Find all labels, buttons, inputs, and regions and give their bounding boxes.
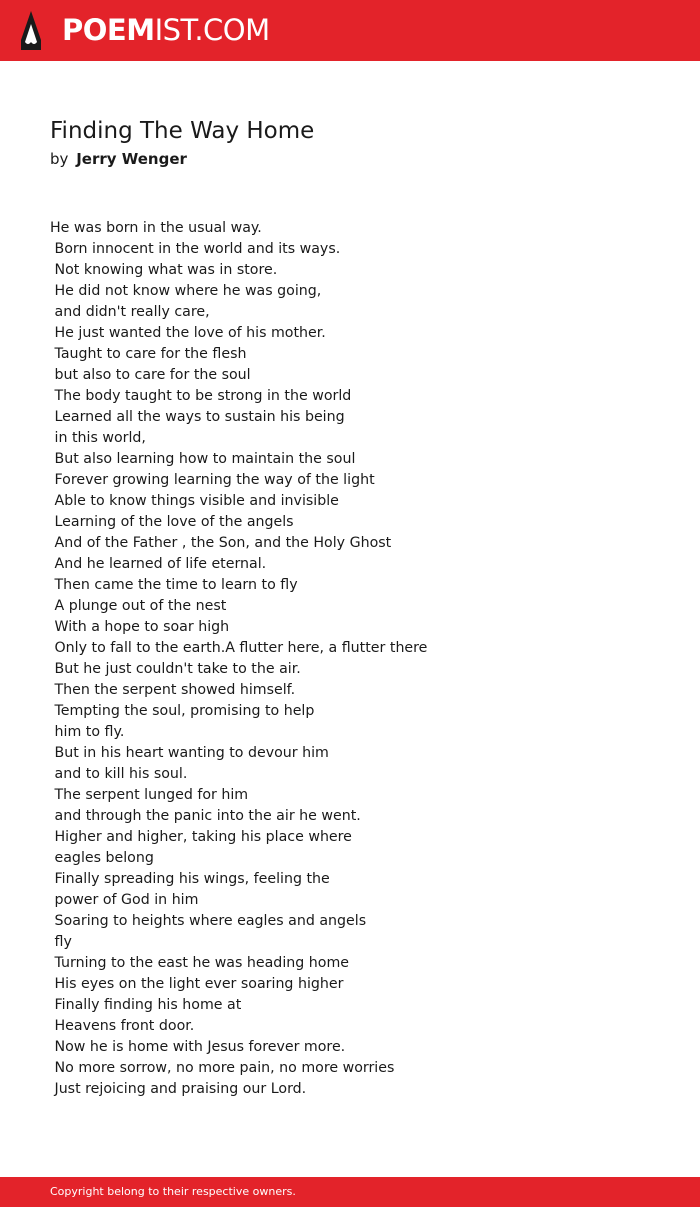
poem-line: Just rejoicing and praising our Lord.: [50, 1081, 307, 1097]
poem-line: But also learning how to maintain the soul: [50, 451, 356, 467]
poem-line: He was born in the usual way.: [50, 220, 262, 236]
poem-line: Finally finding his home at: [50, 997, 242, 1013]
poem-line: And of the Father , the Son, and the Holy Ghost: [50, 535, 392, 551]
poem-line: in this world,: [50, 430, 146, 446]
poem-line: Soaring to heights where eagles and angels: [50, 913, 367, 929]
poem-line: His eyes on the light ever soaring higher: [50, 976, 344, 992]
poem-line: The serpent lunged for him: [50, 787, 249, 803]
poem-line: Learned all the ways to sustain his being: [50, 409, 345, 425]
poem-line: No more sorrow, no more pain, no more worries: [50, 1060, 395, 1076]
site-logo[interactable]: [62, 12, 270, 48]
poem-line: Able to know things visible and invisible: [50, 493, 339, 509]
pencil-tip-icon[interactable]: [18, 10, 44, 52]
poem-line: But in his heart wanting to devour him: [50, 745, 329, 761]
poem-line: and didn't really care,: [50, 304, 210, 320]
poem-line: Learning of the love of the angels: [50, 514, 294, 530]
poem-line: eagles belong: [50, 850, 154, 866]
poem-line: He did not know where he was going,: [50, 283, 322, 299]
poem-line: Born innocent in the world and its ways.: [50, 241, 341, 257]
poem-line: And he learned of life eternal.: [50, 556, 267, 572]
site-footer: [0, 1177, 700, 1207]
poem-line: Then the serpent showed himself.: [50, 682, 296, 698]
poem-line: Higher and higher, taking his place where: [50, 829, 352, 845]
poem-line: The body taught to be strong in the world: [50, 388, 352, 404]
poem-title: Finding The Way Home: [50, 118, 315, 144]
copyright-text: Copyright belong to their respective owners.: [50, 1185, 296, 1198]
poem-line: fly: [50, 934, 72, 950]
poem-line: With a hope to soar high: [50, 619, 230, 635]
byline: [50, 148, 187, 170]
poem-line: Now he is home with Jesus forever more.: [50, 1039, 346, 1055]
poem-line: A plunge out of the nest: [50, 598, 227, 614]
poem-line: Not knowing what was in store.: [50, 262, 278, 278]
poem-line: and through the panic into the air he went.: [50, 808, 361, 824]
logo-text-bold: POEM: [62, 13, 155, 47]
author-name: Jerry Wenger: [76, 150, 187, 168]
poem-line: and to kill his soul.: [50, 766, 188, 782]
poem-line: power of God in him: [50, 892, 199, 908]
poem-line: He just wanted the love of his mother.: [50, 325, 326, 341]
logo-text-light: IST.COM: [154, 13, 270, 47]
poem-line: Forever growing learning the way of the light: [50, 472, 375, 488]
by-label: by: [50, 150, 69, 168]
poem-line: Turning to the east he was heading home: [50, 955, 349, 971]
poem-line: Taught to care for the flesh: [50, 346, 247, 362]
poem-line: but also to care for the soul: [50, 367, 251, 383]
poem-body: [50, 218, 670, 1100]
poem-line: But he just couldn't take to the air.: [50, 661, 301, 677]
poem-line: him to fly.: [50, 724, 125, 740]
poem-line: Tempting the soul, promising to help: [50, 703, 315, 719]
poem-line: Only to fall to the earth.A flutter here, a flutter there: [50, 640, 428, 656]
poem-line: Heavens front door.: [50, 1018, 195, 1034]
poem-line: Finally spreading his wings, feeling the: [50, 871, 330, 887]
poem-line: Then came the time to learn to fly: [50, 577, 298, 593]
site-header: [0, 0, 700, 61]
